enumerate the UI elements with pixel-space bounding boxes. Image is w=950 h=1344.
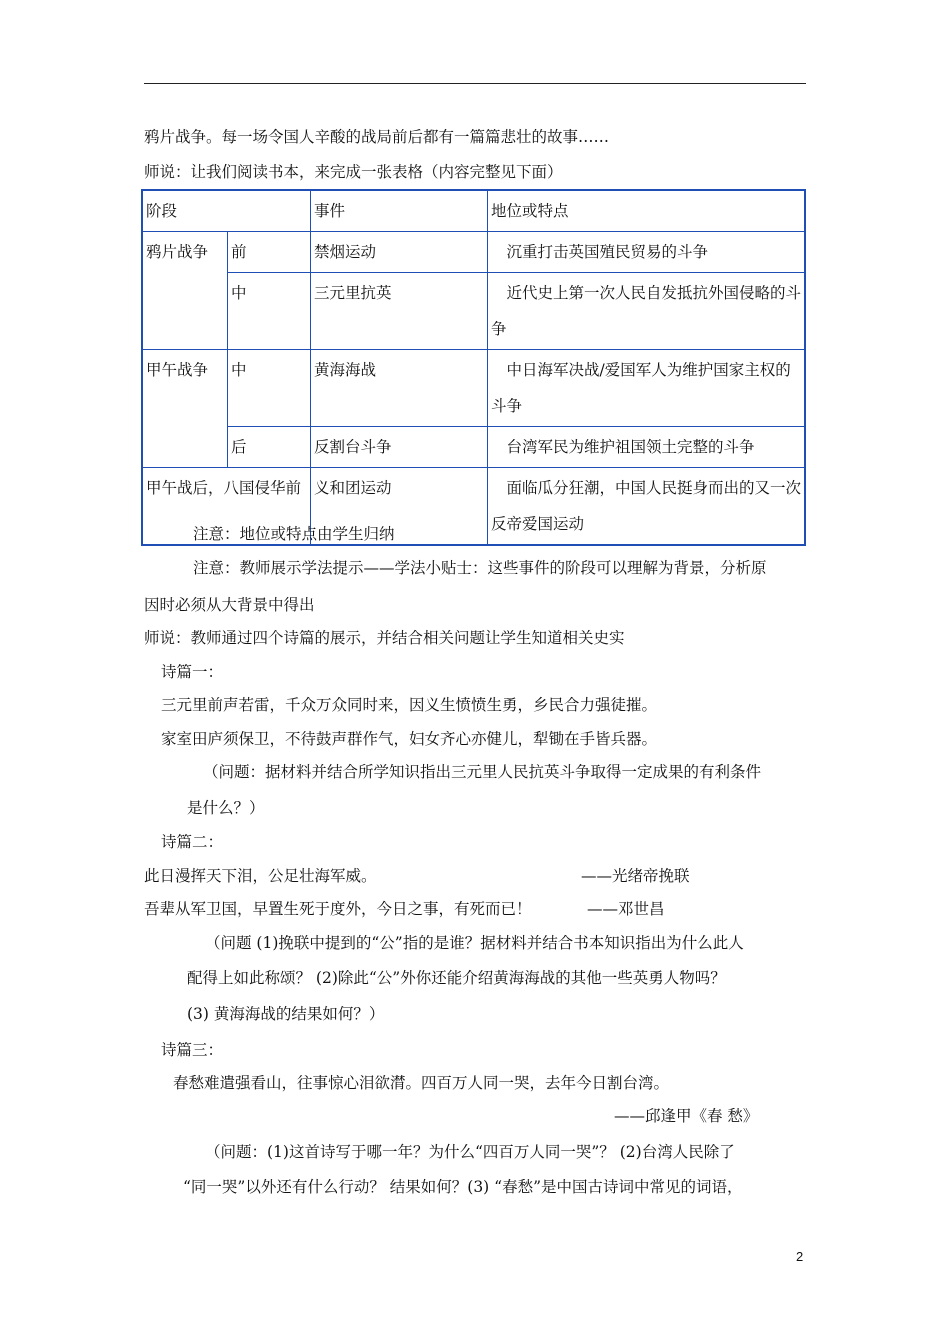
poem2-title: 诗篇二： [161,833,224,851]
poem1-line-1: 三元里前声若雷，千众万众同时来，因义生愤愤生勇，乡民合力强徒摧。 [161,696,658,714]
stage-cell: 前 [228,232,311,273]
stage-cell: 中 [228,350,311,427]
history-events-table [141,189,806,546]
table-row [142,232,805,273]
stage-cell: 中 [228,273,311,350]
poem1-question-1: （问题：据材料并结合所学知识指出三元里人民抗英斗争取得一定成果的有利条件 [203,763,762,781]
note-2b: 因时必须从大背景中得出 [144,596,315,614]
poem3-title: 诗篇三： [161,1041,224,1059]
poem2-line-1: 此日漫挥天下泪，公足壮海军威。 [144,867,377,885]
feature-cell: 面临瓜分狂潮，中国人民挺身而出的又一次反帝爱国运动 [488,468,806,546]
table-header-row [142,190,805,232]
war-cell: 鸦片战争 [142,232,228,350]
poem2-line-2: 吾辈从军卫国，早置生死于度外，今日之事，有死而已！ [144,900,532,918]
feature-cell: 沉重打击英国殖民贸易的斗争 [488,232,806,273]
table-row [142,427,805,468]
header-feature: 地位或特点 [488,190,806,232]
intro-line-1: 鸦片战争。每一场令国人辛酸的战局前后都有一篇篇悲壮的故事…… [144,128,610,146]
note-1: 注意：地位或特点由学生归纳 [193,525,395,543]
event-cell: 反割台斗争 [311,427,488,468]
feature-cell: 台湾军民为维护祖国领土完整的斗争 [488,427,806,468]
poem3-line-1: 春愁难遣强看山，往事惊心泪欲潸。四百万人同一哭，去年今日割台湾。 [173,1074,670,1092]
poem2-question-2: 配得上如此称颂？ (2)除此“公”外你还能介绍黄海海战的其他一些英勇人物吗？ [187,969,726,987]
poem1-line-2: 家室田庐须保卫，不待鼓声群作气，妇女齐心亦健儿，犁锄在手皆兵器。 [161,730,658,748]
poem2-question-1: （问题 (1)挽联中提到的“公”指的是谁？据材料并结合书本知识指出为什么此人 [205,934,744,952]
poem2-line-1-source: ——光绪帝挽联 [581,867,690,885]
table-row [142,273,805,350]
poem3-question-2: “同一哭”以外还有什么行动？ 结果如何？(3) “春愁”是中国古诗词中常见的词语， [183,1178,743,1196]
header-event: 事件 [311,190,488,232]
poem3-source: ——邱逢甲《春 愁》 [614,1107,759,1125]
feature-cell: 近代史上第一次人民自发抵抗外国侵略的斗争 [488,273,806,350]
event-cell: 三元里抗英 [311,273,488,350]
poem1-title: 诗篇一： [161,663,224,681]
header-rule [144,83,806,84]
note-2a: 注意：教师展示学法提示——学法小贴士：这些事件的阶段可以理解为背景，分析原 [193,559,767,577]
poem1-question-2: 是什么？） [187,799,265,817]
event-cell: 禁烟运动 [311,232,488,273]
page-number: 2 [796,1249,804,1264]
war-cell: 甲午战后，八国侵华前 [142,468,311,546]
feature-cell: 中日海军决战/爱国军人为维护国家主权的斗争 [488,350,806,427]
event-cell: 黄海海战 [311,350,488,427]
table-row [142,350,805,427]
teacher-says: 师说：教师通过四个诗篇的展示，并结合相关问题让学生知道相关史实 [144,629,625,647]
poem3-question-1: （问题：(1)这首诗写于哪一年？为什么“四百万人同一哭”？ (2)台湾人民除了 [205,1143,735,1161]
intro-line-2: 师说：让我们阅读书本，来完成一张表格（内容完整见下面） [144,163,563,181]
event-cell: 义和团运动 [311,468,488,546]
poem2-line-2-source: ——邓世昌 [587,900,665,918]
war-cell: 甲午战争 [142,350,228,468]
stage-cell: 后 [228,427,311,468]
poem2-question-3: (3) 黄海海战的结果如何？） [187,1005,385,1023]
header-stage: 阶段 [142,190,311,232]
